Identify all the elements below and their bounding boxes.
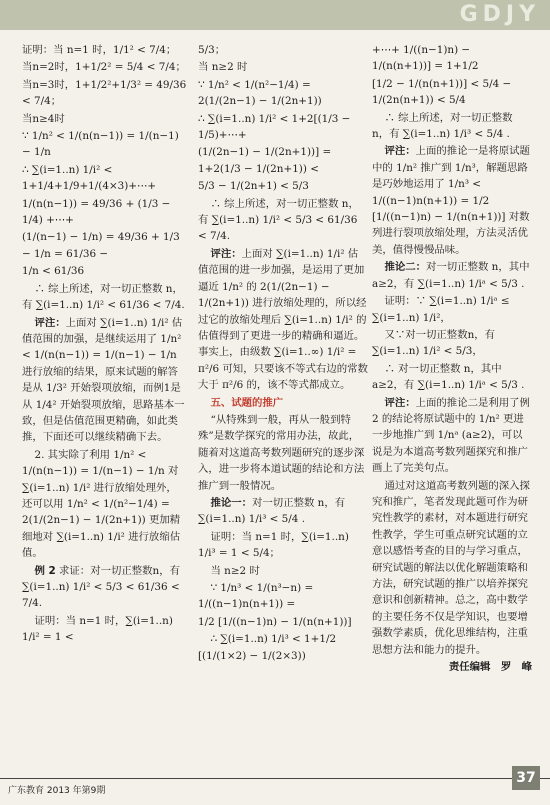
lead-label: 推论一：	[210, 496, 253, 509]
col1-line: 2. 其实除了利用 1/n² < 1/(n(n−1)) = 1/(n−1) − 1/n 对 ∑(i=1..n) 1/i² 进行放缩处理外，还可以用 1/n² < 1/(n²−1/4) = 2(1/(2n−1) − 1/(2n+1)) 更加精细地对 ∑(i=1..n) 1/i² 进行放缩估值。	[22, 448, 181, 560]
corollary-2: 推论二：对一切正整数 n，其中 a≥2，有 ∑(i=1..n) 1/iᵃ < 5/3 .	[372, 261, 530, 290]
lead-label: 评注：	[384, 145, 416, 158]
col1-line: 当n≥4时	[22, 112, 65, 125]
conclusion-paragraph: 通过对这道高考数列题的深入探究和推广，笔者发现此题可作为研究性教学的素材，对本题进行研究性教学，学生可重点研究试题的立意以感悟考查的目的与学习重点，研究试题的解法以优化解题策略和方法，研究试题的推广以培养探究意识和创新精神。总之，高中数学的主要任务不仅是学知识，也要增强数学素质，优化思维结构，注重思想方法和能力的提升。	[372, 479, 530, 656]
example-2: 例 2 求证：对一切正整数n，有 ∑(i=1..n) 1/i² < 5/3 < 61/36 < 7/4.	[22, 564, 181, 610]
col2-remark: 评注：上面对 ∑(i=1..n) 1/i² 估值范围的进一步加强，是运用了更加逼近 1/n² 的 2(1/(2n−1) − 1/(2n+1)) 进行放缩处理的，所以经过它的放缩处理后 ∑(i=1..n) 1/i² 的估值得到了更进一步的精确和逼近。事实上，由级数 ∑(i=1..∞) 1/i² = π²/6 可知，只要该不等式右边的常数大于 π²/6 的，该不等式都成立。	[198, 247, 368, 392]
col1-line: 当n=2时，1+1/2² = 5/4 < 7/4；	[22, 61, 186, 74]
footer-rule	[0, 778, 550, 779]
col3-line: ∴ 综上所述，对一切正整数 n，有 ∑(i=1..n) 1/i³ < 5/4 .	[372, 111, 513, 141]
col3-line: ∴ 对一切正整数 n，其中 a≥2，有 ∑(i=1..n) 1/iᵃ < 5/3 .	[372, 362, 525, 392]
col2-line: ∵ 1/n³ < 1/(n³−n) = 1/((n−1)n(n+1)) =	[198, 582, 314, 611]
section-heading: 五、试题的推广	[210, 396, 284, 409]
col3-remark: 评注：上面的推论一是将原试题中的 1/n² 推广到 1/n³，解题思路是巧妙地运用了 1/n³ < 1/((n−1)n(n+1)) = 1/2 [1/((n−1)n) − 1/(n(n+1))] 对数列进行裂项放缩处理，方法灵活优美，值得慢慢品味。	[372, 145, 530, 256]
col1-line: (1/(n−1) − 1/n) = 49/36 + 1/3 − 1/n = 61/36 −	[22, 231, 180, 260]
col3-line: 证明：∵ ∑(i=1..n) 1/iᵃ ≤ ∑(i=1..n) 1/i²，	[372, 295, 510, 324]
lead-label: 评注：	[384, 396, 416, 409]
col2-line: ∴ ∑(i=1..n) 1/i² < 1+2[(1/3 − 1/5)+⋯+	[198, 112, 351, 142]
col3-line: [1/2 − 1/(n(n+1))] < 5/4 − 1/(2n(n+1)) < 5/4	[372, 77, 512, 107]
editor-signature: 责任编辑 罗 峰	[448, 661, 532, 674]
col3-line: 又∵对一切正整数n，有 ∑(i=1..n) 1/i² < 5/3，	[372, 328, 496, 358]
col2-line: 当 n≥2 时	[198, 61, 248, 74]
corollary-1: 推论一：对一切正整数 n，有 ∑(i=1..n) 1/i³ < 5/4 .	[198, 496, 346, 526]
col2-line: (1/(2n−1) − 1/(2n+1))] = 1+2(1/3 − 1/(2n+1)) <	[198, 146, 332, 175]
col2-line: ∵ 1/n² < 1/(n²−1/4) = 2(1/(2n−1) − 1/(2n+1))	[198, 78, 322, 108]
page-number: 37	[512, 766, 540, 790]
lead-label: 例 2	[34, 564, 56, 577]
lead-label: 推论二：	[384, 261, 427, 274]
col2-line: “从特殊到一般，再从一般到特殊”是数学探究的常用办法，故此，随着对这道高考数列题研究的逐步深入，进一步将本道试题的结论和方法推广到一般情况。	[198, 413, 365, 492]
col3-remark: 评注：上面的推论二是利用了例 2 的结论将原试题中的 1/n² 更进一步地推广到 1/nᵃ (a≥2)，可以说是为本道高考数列题探究和推广画上了完美句点。	[372, 396, 530, 475]
col1-remark: 评注：上面对 ∑(i=1..n) 1/i² 估值范围的加强，是继续运用了 1/n² < 1/(n(n−1)) = 1/(n−1) − 1/n 进行放缩的结果，原来试题的解答是从 1/3² 开始裂项放缩，而例1是从 1/4² 开始裂项放缩，思路基本一致，但是估值范围更精确，如此类推，下面还可以继续精确下去。	[22, 316, 185, 444]
col1-line: 证明：当 n=1 时，∑(i=1..n) 1/i² = 1 <	[22, 614, 173, 644]
col1-line: ∴ ∑(i=1..n) 1/i² < 1+1/4+1/9+1/(4×3)+⋯+	[22, 163, 157, 193]
lead-label: 评注：	[34, 316, 66, 329]
col1-line: 1/(n(n−1)) = 49/36 + (1/3 − 1/4) +⋯+	[22, 197, 171, 227]
column-2	[198, 42, 368, 772]
col1-line: 当n=3时，1+1/2²+1/3² = 49/36 < 7/4；	[22, 78, 187, 108]
col2-line: 当 n≥2 时	[210, 564, 260, 577]
journal-logo: GDJY	[459, 2, 540, 27]
lead-label: 评注：	[210, 247, 242, 260]
col2-line: ∴ ∑(i=1..n) 1/i³ < 1+1/2 [(1/(1×2) − 1/(2×3))	[198, 633, 337, 662]
col1-line: ∴ 综上所述，对一切正整数 n，有 ∑(i=1..n) 1/i² < 61/36 < 7/4.	[22, 282, 185, 312]
col2-line: 1/2 [1/((n−1)n) − 1/(n(n+1))]	[198, 615, 352, 628]
col3-line: +⋯+ 1/((n−1)n) − 1/(n(n+1))] = 1+1/2	[372, 44, 479, 73]
col1-line: 1/n < 61/36	[22, 265, 85, 278]
col2-line: 5/3 − 1/(2n+1) < 5/3	[198, 180, 309, 193]
col2-line: ∴ 综上所述，对一切正整数 n，有 ∑(i=1..n) 1/i² < 5/3 < 61/36 < 7/4.	[198, 197, 359, 243]
journal-issue: 广东教育 2013 年第9期	[8, 786, 106, 796]
col2-line: 5/3；	[198, 44, 226, 56]
col1-line: ∵ 1/n² < 1/(n(n−1)) = 1/(n−1) − 1/n	[22, 130, 179, 159]
page-header-band	[0, 0, 550, 30]
column-1	[22, 42, 187, 772]
col2-line: 证明：当 n=1 时，∑(i=1..n) 1/i³ = 1 < 5/4；	[198, 530, 349, 560]
column-3	[372, 42, 532, 772]
col1-line: 证明：当 n=1 时，1/1² < 7/4；	[22, 44, 177, 56]
